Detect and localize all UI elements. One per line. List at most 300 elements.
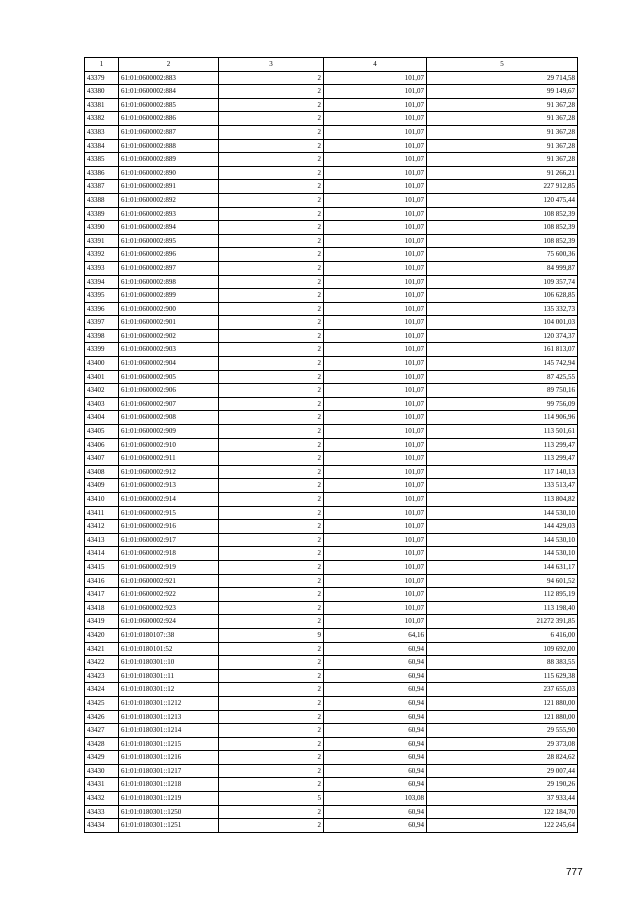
- rate-cell: 101,07: [324, 329, 427, 343]
- group-cell: 2: [219, 370, 324, 384]
- value-cell: 37 933,44: [427, 792, 578, 806]
- rate-cell: 101,07: [324, 547, 427, 561]
- table-row: [85, 588, 578, 602]
- rate-cell: 101,07: [324, 574, 427, 588]
- row-number-cell: 43416: [85, 574, 119, 588]
- value-cell: 145 742,94: [427, 357, 578, 371]
- row-number-cell: 43404: [85, 411, 119, 425]
- row-number-cell: 43403: [85, 397, 119, 411]
- row-number-cell: 43429: [85, 751, 119, 765]
- table-row: [85, 792, 578, 806]
- group-cell: 2: [219, 425, 324, 439]
- group-cell: 2: [219, 479, 324, 493]
- cadastral-number-cell: 61:01:0600002:889: [119, 153, 219, 167]
- value-cell: 29 555,90: [427, 724, 578, 738]
- value-cell: 109 692,00: [427, 642, 578, 656]
- rate-cell: 101,07: [324, 384, 427, 398]
- value-cell: 91 266,21: [427, 166, 578, 180]
- cadastral-number-cell: 61:01:0180107::38: [119, 628, 219, 642]
- value-cell: 109 357,74: [427, 275, 578, 289]
- table-row: [85, 384, 578, 398]
- column-header-3: 3: [219, 58, 324, 72]
- cadastral-number-cell: 61:01:0180301::1219: [119, 792, 219, 806]
- cadastral-number-cell: 61:01:0600002:908: [119, 411, 219, 425]
- table-row: [85, 438, 578, 452]
- value-cell: 120 475,44: [427, 193, 578, 207]
- row-number-cell: 43406: [85, 438, 119, 452]
- table-row: [85, 669, 578, 683]
- table-row: [85, 329, 578, 343]
- rate-cell: 60,94: [324, 656, 427, 670]
- value-cell: 144 530,10: [427, 506, 578, 520]
- value-cell: 91 367,28: [427, 153, 578, 167]
- group-cell: 2: [219, 261, 324, 275]
- group-cell: 2: [219, 153, 324, 167]
- rate-cell: 101,07: [324, 357, 427, 371]
- row-number-cell: 43415: [85, 560, 119, 574]
- table-row: [85, 261, 578, 275]
- row-number-cell: 43434: [85, 819, 119, 833]
- row-number-cell: 43379: [85, 71, 119, 85]
- cadastral-number-cell: 61:01:0180301::12: [119, 683, 219, 697]
- cadastral-number-cell: 61:01:0600002:917: [119, 533, 219, 547]
- rate-cell: 101,07: [324, 452, 427, 466]
- rate-cell: 101,07: [324, 601, 427, 615]
- rate-cell: 101,07: [324, 615, 427, 629]
- group-cell: 2: [219, 683, 324, 697]
- row-number-cell: 43395: [85, 289, 119, 303]
- value-cell: 227 912,85: [427, 180, 578, 194]
- group-cell: 2: [219, 560, 324, 574]
- table-row: [85, 615, 578, 629]
- cadastral-number-cell: 61:01:0600002:911: [119, 452, 219, 466]
- rate-cell: 101,07: [324, 166, 427, 180]
- group-cell: 2: [219, 819, 324, 833]
- group-cell: 2: [219, 125, 324, 139]
- table-row: [85, 425, 578, 439]
- group-cell: 2: [219, 98, 324, 112]
- table-row: [85, 506, 578, 520]
- cadastral-number-cell: 61:01:0600002:912: [119, 465, 219, 479]
- value-cell: 144 429,03: [427, 520, 578, 534]
- rate-cell: 101,07: [324, 125, 427, 139]
- rate-cell: 101,07: [324, 506, 427, 520]
- rate-cell: 101,07: [324, 370, 427, 384]
- table-row: [85, 805, 578, 819]
- cadastral-number-cell: 61:01:0600002:921: [119, 574, 219, 588]
- group-cell: 2: [219, 112, 324, 126]
- table-row: [85, 683, 578, 697]
- cadastral-number-cell: 61:01:0600002:886: [119, 112, 219, 126]
- cadastral-number-cell: 61:01:0600002:888: [119, 139, 219, 153]
- cadastral-number-cell: 61:01:0600002:914: [119, 493, 219, 507]
- column-header-1: 1: [85, 58, 119, 72]
- group-cell: 2: [219, 275, 324, 289]
- row-number-cell: 43413: [85, 533, 119, 547]
- table-row: [85, 343, 578, 357]
- cadastral-number-cell: 61:01:0180301::1213: [119, 710, 219, 724]
- rate-cell: 101,07: [324, 71, 427, 85]
- value-cell: 94 601,52: [427, 574, 578, 588]
- cadastral-number-cell: 61:01:0600002:894: [119, 221, 219, 235]
- table-row: [85, 289, 578, 303]
- table-row: [85, 819, 578, 833]
- value-cell: 99 149,67: [427, 85, 578, 99]
- table-row: [85, 642, 578, 656]
- group-cell: 2: [219, 588, 324, 602]
- group-cell: 2: [219, 465, 324, 479]
- value-cell: 113 198,40: [427, 601, 578, 615]
- group-cell: 2: [219, 751, 324, 765]
- cadastral-number-cell: 61:01:0600002:902: [119, 329, 219, 343]
- rate-cell: 101,07: [324, 302, 427, 316]
- value-cell: 144 631,17: [427, 560, 578, 574]
- table-row: [85, 248, 578, 262]
- group-cell: 2: [219, 615, 324, 629]
- value-cell: 113 804,82: [427, 493, 578, 507]
- cadastral-number-cell: 61:01:0600002:906: [119, 384, 219, 398]
- value-cell: 29 190,26: [427, 778, 578, 792]
- group-cell: 2: [219, 493, 324, 507]
- group-cell: 2: [219, 452, 324, 466]
- group-cell: 2: [219, 656, 324, 670]
- row-number-cell: 43385: [85, 153, 119, 167]
- cadastral-number-cell: 61:01:0600002:909: [119, 425, 219, 439]
- group-cell: 2: [219, 234, 324, 248]
- group-cell: 2: [219, 778, 324, 792]
- group-cell: 2: [219, 506, 324, 520]
- table-row: [85, 601, 578, 615]
- rate-cell: 101,07: [324, 289, 427, 303]
- value-cell: 122 245,64: [427, 819, 578, 833]
- cadastral-number-cell: 61:01:0180301::1251: [119, 819, 219, 833]
- cadastral-number-cell: 61:01:0600002:896: [119, 248, 219, 262]
- cadastral-number-cell: 61:01:0600002:916: [119, 520, 219, 534]
- row-number-cell: 43417: [85, 588, 119, 602]
- rate-cell: 101,07: [324, 560, 427, 574]
- value-cell: 29 007,44: [427, 764, 578, 778]
- row-number-cell: 43420: [85, 628, 119, 642]
- rate-cell: 101,07: [324, 316, 427, 330]
- row-number-cell: 43433: [85, 805, 119, 819]
- rate-cell: 101,07: [324, 588, 427, 602]
- rate-cell: 60,94: [324, 710, 427, 724]
- table-row: [85, 533, 578, 547]
- row-number-cell: 43432: [85, 792, 119, 806]
- rate-cell: 64,16: [324, 628, 427, 642]
- rate-cell: 101,07: [324, 139, 427, 153]
- cadastral-number-cell: 61:01:0180101:52: [119, 642, 219, 656]
- group-cell: 2: [219, 343, 324, 357]
- group-cell: 2: [219, 737, 324, 751]
- cadastral-number-cell: 61:01:0600002:897: [119, 261, 219, 275]
- value-cell: 113 501,61: [427, 425, 578, 439]
- value-cell: 121 880,00: [427, 710, 578, 724]
- group-cell: 5: [219, 792, 324, 806]
- rate-cell: 101,07: [324, 343, 427, 357]
- group-cell: 2: [219, 384, 324, 398]
- row-number-cell: 43381: [85, 98, 119, 112]
- cadastral-number-cell: 61:01:0600002:923: [119, 601, 219, 615]
- row-number-cell: 43382: [85, 112, 119, 126]
- group-cell: 2: [219, 724, 324, 738]
- value-cell: 108 852,39: [427, 207, 578, 221]
- cadastral-number-cell: 61:01:0600002:910: [119, 438, 219, 452]
- value-cell: 135 332,73: [427, 302, 578, 316]
- group-cell: 2: [219, 696, 324, 710]
- row-number-cell: 43386: [85, 166, 119, 180]
- table-row: [85, 628, 578, 642]
- group-cell: 2: [219, 438, 324, 452]
- cadastral-number-cell: 61:01:0600002:892: [119, 193, 219, 207]
- rate-cell: 101,07: [324, 112, 427, 126]
- row-number-cell: 43424: [85, 683, 119, 697]
- table-row: [85, 166, 578, 180]
- row-number-cell: 43396: [85, 302, 119, 316]
- value-cell: 113 299,47: [427, 438, 578, 452]
- value-cell: 29 714,58: [427, 71, 578, 85]
- value-cell: 106 628,85: [427, 289, 578, 303]
- table-row: [85, 71, 578, 85]
- table-row: [85, 275, 578, 289]
- value-cell: 104 001,03: [427, 316, 578, 330]
- table-row: [85, 112, 578, 126]
- row-number-cell: 43391: [85, 234, 119, 248]
- rate-cell: 101,07: [324, 465, 427, 479]
- value-cell: 28 824,62: [427, 751, 578, 765]
- cadastral-number-cell: 61:01:0180301::1217: [119, 764, 219, 778]
- group-cell: 2: [219, 207, 324, 221]
- table-row: [85, 302, 578, 316]
- value-cell: 237 655,03: [427, 683, 578, 697]
- value-cell: 113 299,47: [427, 452, 578, 466]
- row-number-cell: 43407: [85, 452, 119, 466]
- table-row: [85, 193, 578, 207]
- rate-cell: 101,07: [324, 520, 427, 534]
- rate-cell: 101,07: [324, 397, 427, 411]
- row-number-cell: 43425: [85, 696, 119, 710]
- rate-cell: 101,07: [324, 207, 427, 221]
- rate-cell: 60,94: [324, 724, 427, 738]
- group-cell: 2: [219, 669, 324, 683]
- column-header-5: 5: [427, 58, 578, 72]
- value-cell: 122 184,70: [427, 805, 578, 819]
- value-cell: 120 374,37: [427, 329, 578, 343]
- row-number-cell: 43399: [85, 343, 119, 357]
- table-row: [85, 411, 578, 425]
- row-number-cell: 43380: [85, 85, 119, 99]
- group-cell: 2: [219, 166, 324, 180]
- cadastral-number-cell: 61:01:0180301::11: [119, 669, 219, 683]
- table-row: [85, 696, 578, 710]
- table-row: [85, 520, 578, 534]
- rate-cell: 101,07: [324, 438, 427, 452]
- row-number-cell: 43398: [85, 329, 119, 343]
- cadastral-number-cell: 61:01:0180301::10: [119, 656, 219, 670]
- row-number-cell: 43431: [85, 778, 119, 792]
- rate-cell: 101,07: [324, 98, 427, 112]
- row-number-cell: 43419: [85, 615, 119, 629]
- cadastral-number-cell: 61:01:0600002:904: [119, 357, 219, 371]
- cadastral-number-cell: 61:01:0180301::1250: [119, 805, 219, 819]
- table-row: [85, 357, 578, 371]
- table-row: [85, 737, 578, 751]
- cadastral-number-cell: 61:01:0600002:922: [119, 588, 219, 602]
- group-cell: 2: [219, 248, 324, 262]
- group-cell: 9: [219, 628, 324, 642]
- cadastral-number-cell: 61:01:0600002:903: [119, 343, 219, 357]
- value-cell: 144 530,10: [427, 547, 578, 561]
- row-number-cell: 43426: [85, 710, 119, 724]
- value-cell: 21272 391,85: [427, 615, 578, 629]
- table-row: [85, 465, 578, 479]
- rate-cell: 101,07: [324, 425, 427, 439]
- table-row: [85, 221, 578, 235]
- cadastral-number-cell: 61:01:0600002:883: [119, 71, 219, 85]
- rate-cell: 101,07: [324, 193, 427, 207]
- group-cell: 2: [219, 397, 324, 411]
- rate-cell: 60,94: [324, 819, 427, 833]
- group-cell: 2: [219, 642, 324, 656]
- table-row: [85, 234, 578, 248]
- value-cell: 84 999,87: [427, 261, 578, 275]
- table-row: [85, 316, 578, 330]
- value-cell: 108 852,39: [427, 221, 578, 235]
- row-number-cell: 43401: [85, 370, 119, 384]
- cadastral-number-cell: 61:01:0600002:887: [119, 125, 219, 139]
- value-cell: 108 852,39: [427, 234, 578, 248]
- group-cell: 2: [219, 180, 324, 194]
- cadastral-number-cell: 61:01:0600002:919: [119, 560, 219, 574]
- table-row: [85, 560, 578, 574]
- cadastral-number-cell: 61:01:0600002:895: [119, 234, 219, 248]
- cadastral-number-cell: 61:01:0600002:924: [119, 615, 219, 629]
- row-number-cell: 43402: [85, 384, 119, 398]
- value-cell: 121 880,00: [427, 696, 578, 710]
- table-row: [85, 778, 578, 792]
- group-cell: 2: [219, 85, 324, 99]
- rate-cell: 60,94: [324, 778, 427, 792]
- group-cell: 2: [219, 329, 324, 343]
- rate-cell: 101,07: [324, 261, 427, 275]
- value-cell: 91 367,28: [427, 112, 578, 126]
- rate-cell: 101,07: [324, 479, 427, 493]
- row-number-cell: 43390: [85, 221, 119, 235]
- rate-cell: 101,07: [324, 533, 427, 547]
- rate-cell: 101,07: [324, 221, 427, 235]
- table-row: [85, 85, 578, 99]
- value-cell: 99 756,09: [427, 397, 578, 411]
- row-number-cell: 43400: [85, 357, 119, 371]
- value-cell: 112 895,19: [427, 588, 578, 602]
- row-number-cell: 43383: [85, 125, 119, 139]
- table-row: [85, 370, 578, 384]
- value-cell: 91 367,28: [427, 125, 578, 139]
- row-number-cell: 43392: [85, 248, 119, 262]
- group-cell: 2: [219, 289, 324, 303]
- rate-cell: 101,07: [324, 234, 427, 248]
- rate-cell: 60,94: [324, 751, 427, 765]
- cadastral-number-cell: 61:01:0600002:900: [119, 302, 219, 316]
- group-cell: 2: [219, 193, 324, 207]
- table-row: [85, 547, 578, 561]
- rate-cell: 101,07: [324, 153, 427, 167]
- rate-cell: 60,94: [324, 696, 427, 710]
- row-number-cell: 43427: [85, 724, 119, 738]
- table-row: [85, 125, 578, 139]
- group-cell: 2: [219, 520, 324, 534]
- table-row: [85, 153, 578, 167]
- table-body: [85, 71, 578, 832]
- cadastral-number-cell: 61:01:0600002:918: [119, 547, 219, 561]
- value-cell: 91 367,28: [427, 98, 578, 112]
- cadastral-number-cell: 61:01:0180301::1212: [119, 696, 219, 710]
- row-number-cell: 43397: [85, 316, 119, 330]
- group-cell: 2: [219, 357, 324, 371]
- cadastral-number-cell: 61:01:0180301::1215: [119, 737, 219, 751]
- cadastral-number-cell: 61:01:0180301::1216: [119, 751, 219, 765]
- value-cell: 88 383,55: [427, 656, 578, 670]
- row-number-cell: 43408: [85, 465, 119, 479]
- page-number: 777: [566, 867, 583, 878]
- rate-cell: 101,07: [324, 493, 427, 507]
- table-row: [85, 574, 578, 588]
- value-cell: 89 750,16: [427, 384, 578, 398]
- row-number-cell: 43412: [85, 520, 119, 534]
- group-cell: 2: [219, 533, 324, 547]
- cadastral-number-cell: 61:01:0600002:890: [119, 166, 219, 180]
- cadastral-number-cell: 61:01:0600002:913: [119, 479, 219, 493]
- table-row: [85, 139, 578, 153]
- row-number-cell: 43387: [85, 180, 119, 194]
- rate-cell: 60,94: [324, 764, 427, 778]
- table-row: [85, 207, 578, 221]
- row-number-cell: 43410: [85, 493, 119, 507]
- cadastral-number-cell: 61:01:0600002:885: [119, 98, 219, 112]
- cadastral-number-cell: 61:01:0180301::1214: [119, 724, 219, 738]
- rate-cell: 60,94: [324, 683, 427, 697]
- table-row: [85, 452, 578, 466]
- rate-cell: 101,07: [324, 411, 427, 425]
- rate-cell: 101,07: [324, 248, 427, 262]
- group-cell: 2: [219, 316, 324, 330]
- row-number-cell: 43423: [85, 669, 119, 683]
- cadastral-number-cell: 61:01:0600002:891: [119, 180, 219, 194]
- row-number-cell: 43430: [85, 764, 119, 778]
- row-number-cell: 43418: [85, 601, 119, 615]
- rate-cell: 60,94: [324, 669, 427, 683]
- value-cell: 117 140,13: [427, 465, 578, 479]
- value-cell: 115 629,38: [427, 669, 578, 683]
- group-cell: 2: [219, 710, 324, 724]
- value-cell: 91 367,28: [427, 139, 578, 153]
- row-number-cell: 43405: [85, 425, 119, 439]
- cadastral-number-cell: 61:01:0600002:901: [119, 316, 219, 330]
- row-number-cell: 43393: [85, 261, 119, 275]
- row-number-cell: 43394: [85, 275, 119, 289]
- row-number-cell: 43388: [85, 193, 119, 207]
- rate-cell: 103,08: [324, 792, 427, 806]
- value-cell: 144 530,10: [427, 533, 578, 547]
- table-row: [85, 98, 578, 112]
- cadastral-number-cell: 61:01:0600002:898: [119, 275, 219, 289]
- row-number-cell: 43414: [85, 547, 119, 561]
- value-cell: 75 600,36: [427, 248, 578, 262]
- group-cell: 2: [219, 601, 324, 615]
- group-cell: 2: [219, 221, 324, 235]
- group-cell: 2: [219, 805, 324, 819]
- header-row: [85, 58, 578, 72]
